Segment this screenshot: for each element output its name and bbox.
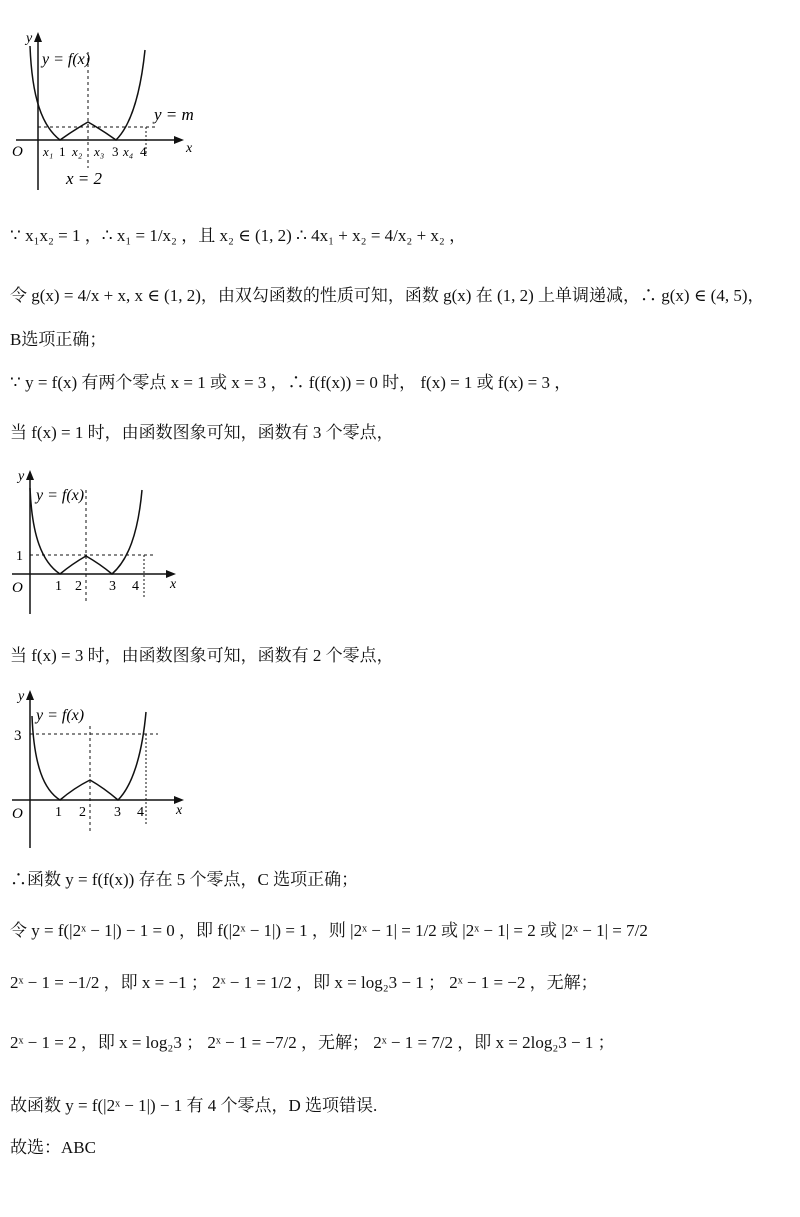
text-line-7: ∴函数 y = f(f(x)) 存在 5 个零点，C 选项正确； [10,870,359,889]
tick-3: 3 [112,144,119,159]
y-axis-label: y [18,469,25,484]
text-line-10: 2ˣ − 1 = 2 ，即 x = log₂3 ； 2ˣ − 1 = −7/2 ，无解； 2ˣ − 1 = 7/2 ，即 x = 2log₂3 − 1 ； [10,1033,615,1052]
text-line-9: 2ˣ − 1 = −1/2 ，即 x = −1 ； 2ˣ − 1 = 1/2 ，即 x = log₂3 − 1 ； 2ˣ − 1 = −2 ，无解； [10,973,598,992]
curve-label: y = f(x) [42,51,91,68]
x-axis-label: x [186,141,193,156]
tick-2: 2 [79,805,86,820]
tick-3: 3 [109,579,116,594]
y-axis-arrow [26,690,34,700]
tick-1: 1 [59,144,66,159]
y-axis-label: y [26,31,33,46]
y-tick-1: 1 [16,549,23,564]
tick-1: 1 [55,805,62,820]
graph-2-svg [8,466,208,616]
text-line-3: B选项正确； [10,330,107,349]
graph-3-svg [8,686,208,851]
tick-1: 1 [55,579,62,594]
text-line-1: ∵ x₁x₂ = 1 ，∴ x₁ = 1/x₂ ，且 x₂ ∈ (1, 2) ∴ 4x₁ + x₂ = 4/x₂ + x₂ ， [10,226,467,245]
tick-x4: x₄ [123,144,134,159]
text-line-8: 令 y = f(|2ˣ − 1|) − 1 = 0 ，即 f(|2ˣ − 1|) = 1 ，则 |2ˣ − 1| = 1/2 或 |2ˣ − 1| = 2 或 |2ˣ − 1| = 7/2 [10,921,648,940]
tick-4: 4 [132,579,139,594]
text-line-5: 当 f(x) = 1 时，由函数图象可知，函数有 3 个零点， [10,423,394,442]
text-line-4: ∵ y = f(x) 有两个零点 x = 1 或 x = 3 ，∴ f(f(x)) = 0 时， f(x) = 1 或 f(x) = 3 ， [10,373,572,392]
tick-x2: x₂ [72,144,83,159]
curve-label: y = f(x) [36,487,85,504]
x-axis-label: x [176,803,183,818]
y-axis-arrow [26,470,34,480]
graph-3 [8,686,208,851]
tick-x3: x₃ [94,144,105,159]
tick-4: 4 [137,805,144,820]
origin-label: O [12,580,23,596]
curve-label: y = f(x) [36,707,85,724]
text-line-12: 故选：ABC [10,1138,96,1157]
hline-label: y = m [154,105,194,124]
y-axis-arrow [34,32,42,42]
y-tick-3: 3 [14,728,22,744]
x-axis-arrow [174,136,184,144]
text-line-11: 故函数 y = f(|2ˣ − 1|) − 1 有 4 个零点，D 选项错误. [10,1096,378,1115]
vline-label: x = 2 [66,169,103,188]
origin-label: O [12,806,23,822]
graph-1-svg [8,28,228,198]
curve-f [32,712,146,800]
graph-1 [8,28,228,198]
tick-2: 2 [75,579,82,594]
tick-4: 4 [140,144,147,159]
y-axis-label: y [18,689,25,704]
origin-label: O [12,144,23,160]
text-line-2: 令 g(x) = 4/x + x, x ∈ (1, 2)，由双勾函数的性质可知，函数 g(x) 在 (1, 2) 上单调递减，∴ g(x) ∈ (4, 5)， [10,286,765,305]
tick-x1: x₁ [43,144,54,159]
tick-3: 3 [114,805,121,820]
text-line-6: 当 f(x) = 3 时，由函数图象可知，函数有 2 个零点， [10,646,394,665]
graph-2 [8,466,208,616]
x-axis-label: x [170,577,177,592]
